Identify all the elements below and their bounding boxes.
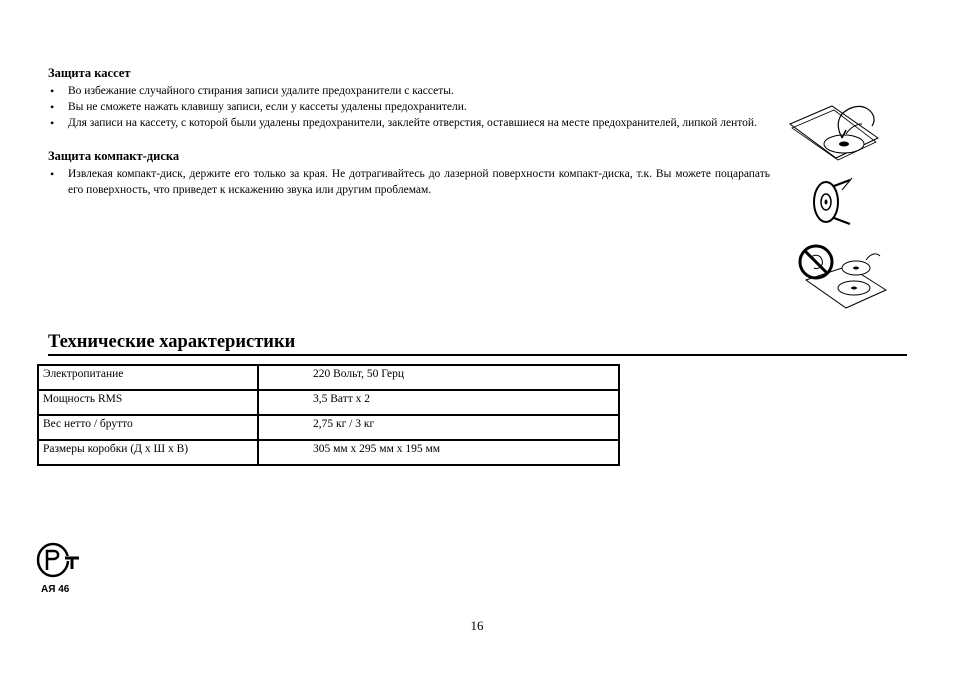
spec-label: Мощность RMS xyxy=(38,390,258,415)
page-number: 16 xyxy=(470,618,484,633)
cd-edge-hold-illustration xyxy=(806,176,862,226)
table-row xyxy=(38,390,619,415)
list-item: • Для записи на кассету, с которой были удалены предохранители, заклейте отверстия, оставшиеся на месте предохранителей, липкой лентой. xyxy=(48,115,770,131)
table-row xyxy=(38,365,619,390)
cd-case-hand-illustration xyxy=(786,100,882,164)
spec-value: 220 Вольт, 50 Герц xyxy=(258,365,619,390)
spec-label: Размеры коробки (Д х Ш х В) xyxy=(38,440,258,465)
table-row xyxy=(38,415,619,440)
spec-value: 305 мм х 295 мм х 195 мм xyxy=(258,440,619,465)
list-item: • Вы не сможете нажать клавишу записи, если у кассеты удалены предохранители. xyxy=(48,99,770,115)
list-item: • Извлекая компакт-диск, держите его только за края. Не дотрагивайтесь до лазерной поверхности компакт-диска, т.к. Вы можете поцарапать его поверхность, что приведет к искажению звука или другим проблемам. xyxy=(48,166,770,198)
rostest-mark-icon xyxy=(36,542,82,578)
cd-bullet-list xyxy=(48,166,770,198)
spec-label: Электропитание xyxy=(38,365,258,390)
spec-value: 3,5 Ватт х 2 xyxy=(258,390,619,415)
cd-no-touch-illustration xyxy=(796,240,888,312)
table-row xyxy=(38,440,619,465)
cd-section-title: Защита компакт-диска xyxy=(48,149,180,163)
heading-divider xyxy=(48,354,907,356)
spec-label: Вес нетто / брутто xyxy=(38,415,258,440)
cassette-bullet-list xyxy=(48,83,770,131)
list-item: • Во избежание случайного стирания записи удалите предохранители с кассеты. xyxy=(48,83,770,99)
certification-code: АЯ 46 xyxy=(41,584,70,595)
spec-value: 2,75 кг / 3 кг xyxy=(258,415,619,440)
cassette-section-title: Защита кассет xyxy=(48,66,131,80)
specs-title: Технические характеристики xyxy=(48,332,296,352)
specs-table xyxy=(37,364,620,466)
